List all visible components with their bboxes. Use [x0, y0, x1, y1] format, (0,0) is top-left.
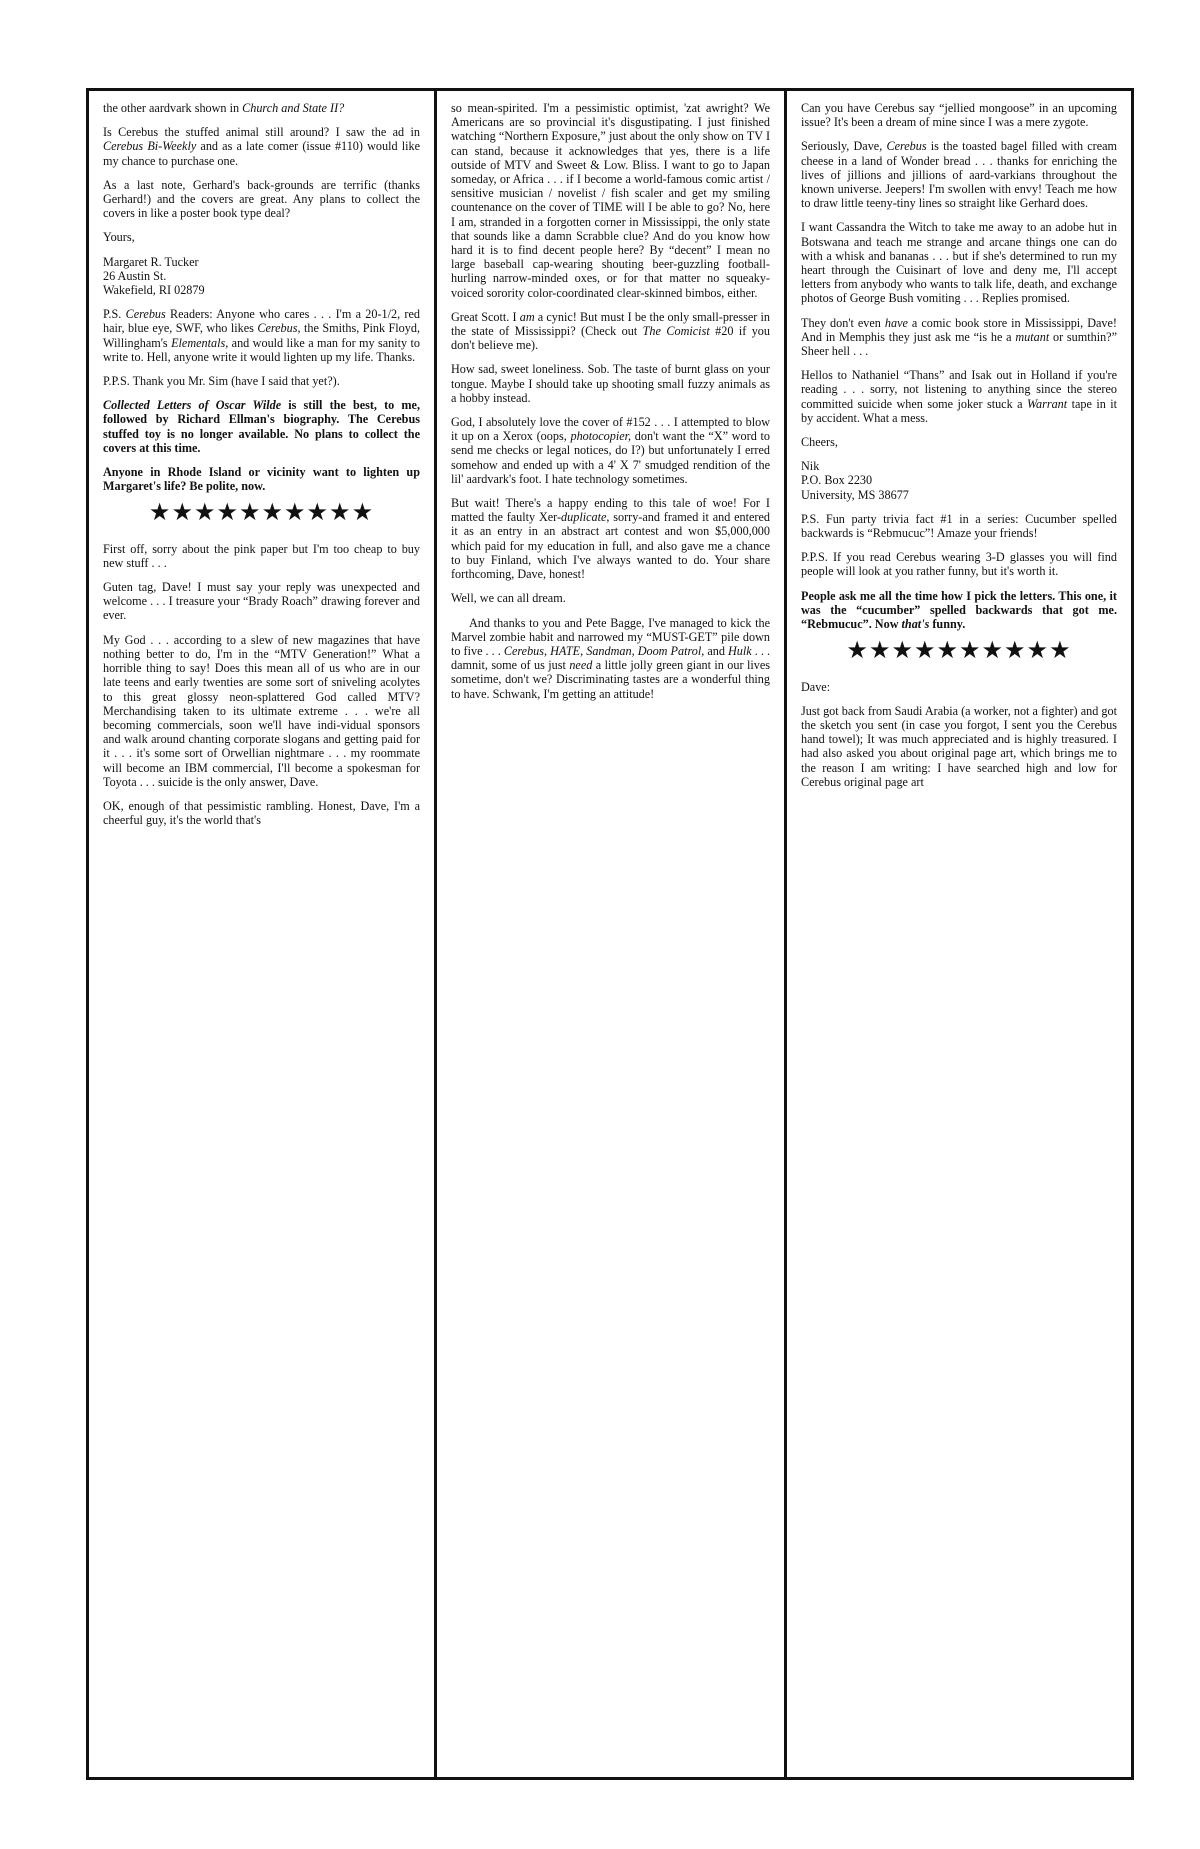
address-line: 26 Austin St.	[103, 268, 167, 283]
letter-paragraph: I want Cassandra the Witch to take me away to an adobe hut in Botswana and teach me strange and arcane things one can do with a whisk and bananas . . . but if she's determined to run my heart through the Cuisinart of love and deny me, I'll accept letters from anybody who wants to talk life, death, and exchange photos of George Bush vomiting . . . Replies promised.	[801, 220, 1117, 306]
letter-paragraph: so mean-spirited. I'm a pessimistic optimist, 'zat awright? We Americans are so provincial it's disgustipating. I just finished watching “Northern Exposure,” just about the only show on TV I can stand, because it acknowledges that yes, there is a life outside of MTV and Sweet & Low. Bliss. I want to go to Japan someday, or Africa . . . if I become a world-famous comic artist / sensitive musician / novelist / fish scaler and get my smiling countenance on the cover of TIME will I be able to go? No, here I am, stranded in a forgotten corner in Mississippi, the only state that sounds like a damn Scrabble clue? And do you know how hard it is to find decent people here? By “decent” I mean no large baseball cap-wearing shouting beer-guzzling football-hurling narrow-minded oxes, or for that matter no squeaky-voiced sorority color-coordinated clear-skinned bimbos, either.	[451, 101, 770, 300]
address-line: Margaret R. Tucker	[103, 254, 199, 269]
letter-paragraph: Is Cerebus the stuffed animal still around? I saw the ad in Cerebus Bi-Weekly and as a late comer (issue #110) would like my chance to purchase one.	[103, 125, 420, 168]
letter-paragraph: the other aardvark shown in Church and State II?	[103, 101, 345, 115]
letter-paragraph: Yours,	[103, 230, 135, 245]
letter-paragraph: Guten tag, Dave! I must say your reply was unexpected and welcome . . . I treasure your “Brady Roach” drawing forever and ever.	[103, 580, 420, 623]
letter-paragraph: Hellos to Nathaniel “Thans” and Isak out in Holland if you're reading . . . sorry, not listening to anything since the stereo committed suicide when some joker stuck a Warrant tape in it by accident. What a mess.	[801, 368, 1117, 425]
signature-address	[103, 255, 420, 298]
address-line: Wakefield, RI 02879	[103, 283, 205, 298]
letter-paragraph: As a last note, Gerhard's back-grounds are terrific (thanks Gerhard!) and the covers are great. Any plans to collect the covers in like a poster book type deal?	[103, 177, 420, 221]
letter-paragraph: P.S. Fun party trivia fact #1 in a series: Cucumber spelled backwards is “Rebmucuc”! Amaze your friends!	[801, 511, 1117, 541]
address-line: P.O. Box 2230	[801, 473, 873, 488]
letter-paragraph: My God . . . according to a slew of new magazines that have nothing better to do, I'm in the “MTV Generation!” What a horrible thing to say! Does this mean all of us who are in our late teens and early twenties are some sort of sniveling acolytes to this great glossy neon-splattered God called MTV? Merchandising taken to its ultimate extreme . . . we're all becoming commercials, soon we'll have indi-vidual sponsors and walk around chanting corporate slogans and getting paid for it . . . it's some sort of Orwellian nightmare . . . my roommate will become an IBM commercial, I'll become a spokesman for Toyota . . . suicide is the only answer, Dave.	[103, 632, 420, 789]
letter-paragraph: But wait! There's a happy ending to this tale of woe! For I matted the faulty Xer-duplicate, sorry-and framed it and entered it as an entry in an abstract art contest and won $5,000,000 which paid for my education in full, and also gave me a chance to buy Finland, which I've always wanted to do. Your share forthcoming, Dave, honest!	[451, 496, 770, 582]
address-line: Nik	[801, 459, 820, 474]
section-divider-stars: ★★★★★★★★★★	[148, 498, 375, 527]
letter-paragraph: Great Scott. I am a cynic! But must I be the only small-presser in the state of Mississippi? (Check out The Comicist #20 if you don't believe me).	[451, 309, 770, 353]
editor-reply: People ask me all the time how I pick the letters. This one, it was the “cucumber” spelled backwards that got me. “Rebmucuc”. Now that's funny.	[801, 588, 1117, 632]
letter-paragraph: P.S. Cerebus Readers: Anyone who cares . . . I'm a 20-1/2, red hair, blue eye, SWF, who likes Cerebus, the Smiths, Pink Floyd, Willingham's Elementals, and would like a man for my sanity to write to. Hell, anyone write it would lighten up my life. Thanks.	[103, 307, 420, 364]
letters-page-frame	[86, 88, 1134, 1780]
letter-paragraph: First off, sorry about the pink paper but I'm too cheap to buy new stuff . . .	[103, 541, 420, 570]
letter-paragraph: Can you have Cerebus say “jellied mongoose” in an upcoming issue? It's been a dream of mine since I was a mere zygote.	[801, 101, 1117, 130]
signature-address	[801, 459, 1117, 502]
letter-paragraph: Dave:	[801, 679, 831, 694]
letter-paragraph: God, I absolutely love the cover of #152 . . . I attempted to blow it up on a Xerox (oops, photocopier, don't want the “X” word to send me checks or legal notices, do I?) but unfortunately I erred somehow and ended up with a 4' X 7' smudged rendition of the lil' aardvark's foot. I hate technology sometimes.	[451, 415, 770, 486]
column-3	[787, 91, 1131, 1777]
column-1	[89, 91, 437, 1777]
section-divider-stars: ★★★★★★★★★★	[846, 636, 1072, 665]
column-2	[437, 91, 787, 1777]
letter-paragraph: Cheers,	[801, 435, 838, 450]
editor-reply: Collected Letters of Oscar Wilde is still the best, to me, followed by Richard Ellman's biography. The Cerebus stuffed toy is no longer available. No plans to collect the covers at this time.	[103, 398, 420, 455]
letter-paragraph: P.P.S. Thank you Mr. Sim (have I said that yet?).	[103, 374, 340, 389]
letter-paragraph: Well, we can all dream.	[451, 591, 566, 606]
letter-paragraph: OK, enough of that pessimistic rambling. Honest, Dave, I'm a cheerful guy, it's the world that's	[103, 798, 420, 828]
letter-paragraph: Seriously, Dave, Cerebus is the toasted bagel filled with cream cheese in a land of Wonder bread . . . thanks for enriching the lives of jillions and jillions of aard-varkians throughout the known universe. Jeepers! I'm swollen with envy! Teach me how to draw little teeny-tiny lines so straight like Gerhard does.	[801, 139, 1117, 211]
letter-paragraph: They don't even have a comic book store in Mississippi, Dave! And in Memphis they just ask me “is he a mutant or sumthin?” Sheer hell . . .	[801, 315, 1117, 359]
letter-paragraph: Just got back from Saudi Arabia (a worker, not a fighter) and got the sketch you sent (in case you forgot, I sent you the Cerebus hand towel); It was much appreciated and is highly treasured. I had also asked you about original page art, which brings me to the reason I am writing: I have searched high and low for Cerebus original page art	[801, 703, 1117, 789]
letter-paragraph: And thanks to you and Pete Bagge, I've managed to kick the Marvel zombie habit and narrowed my “MUST-GET” pile down to five . . . Cerebus, HATE, Sandman, Doom Patrol, and Hulk . . . damnit, some of us just need a little jolly green giant in our lives sometime, don't we? Discriminating tastes are a wonderful thing to have. Schwank, I'm getting an attitude!	[451, 615, 770, 701]
letter-paragraph: P.P.S. If you read Cerebus wearing 3-D glasses you will find people will look at you rather funny, but it's worth it.	[801, 550, 1117, 579]
letter-paragraph: How sad, sweet loneliness. Sob. The taste of burnt glass on your tongue. Maybe I should take up shooting small fuzzy animals as a hobby instead.	[451, 362, 770, 405]
editor-reply: Anyone in Rhode Island or vicinity want to lighten up Margaret's life? Be polite, now.	[103, 465, 420, 494]
address-line: University, MS 38677	[801, 487, 909, 502]
